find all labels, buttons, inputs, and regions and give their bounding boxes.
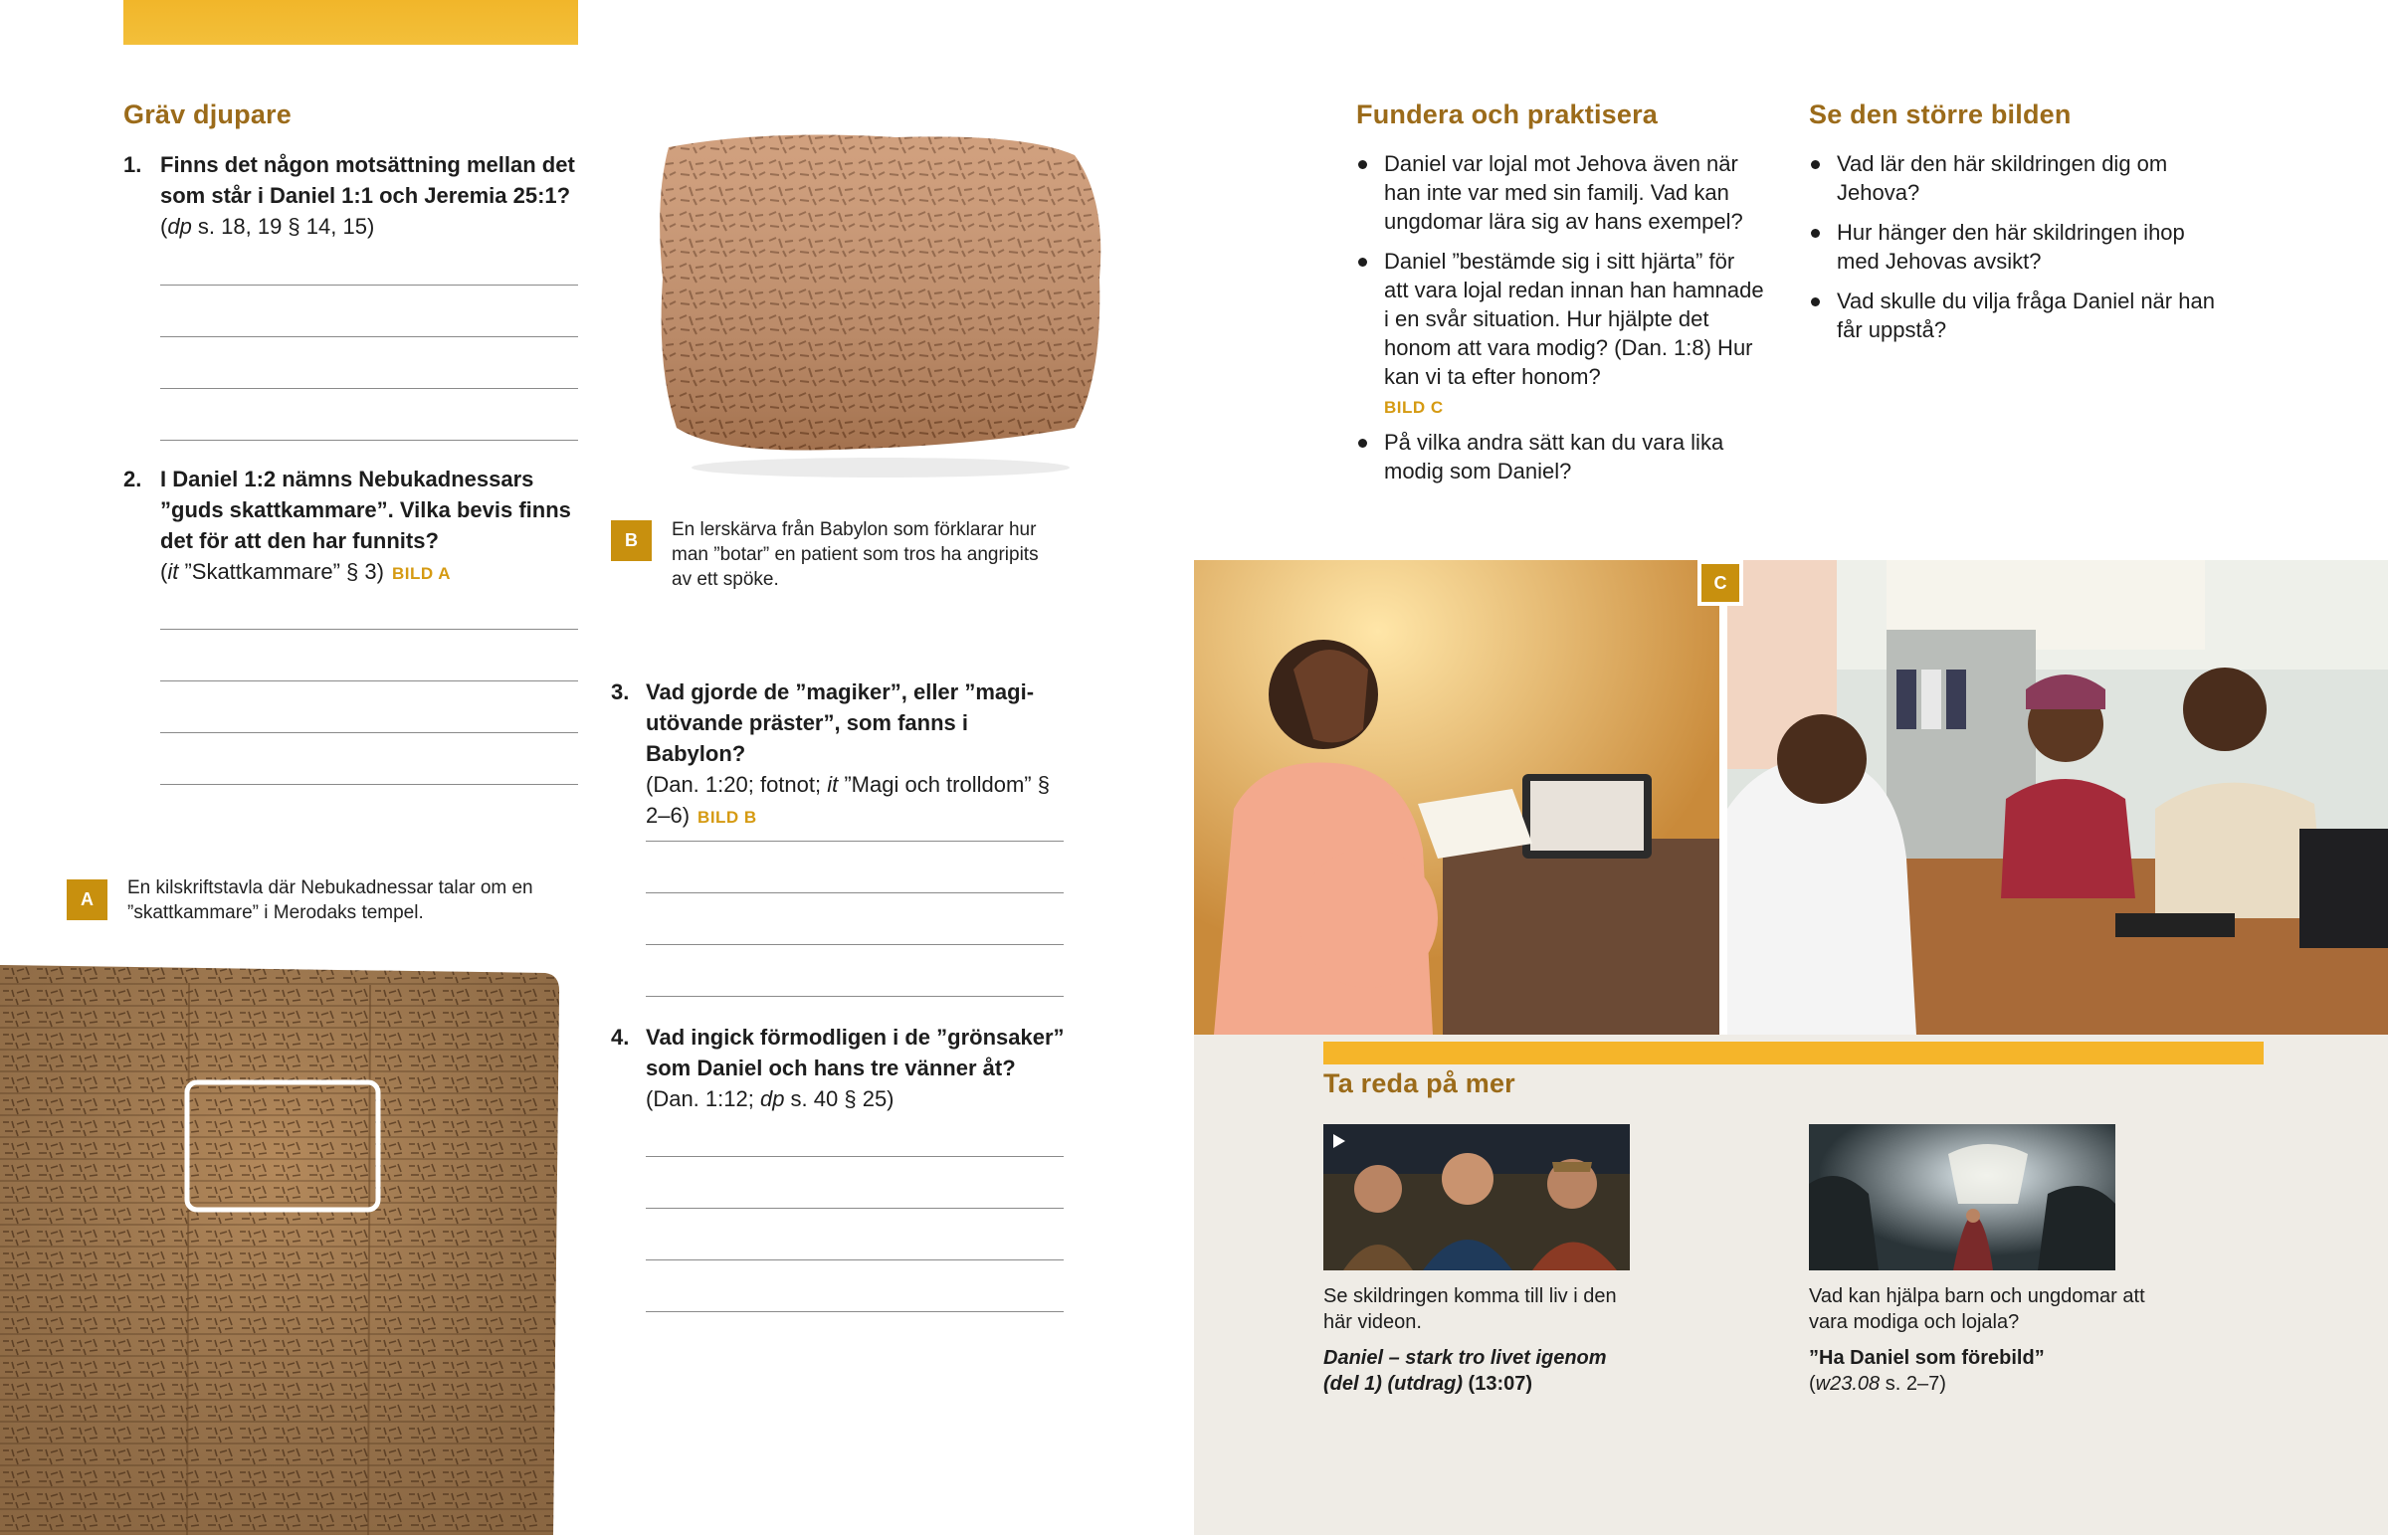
answer-line[interactable] <box>160 732 578 733</box>
video-title-link[interactable]: Daniel – stark tro livet igenom (del 1) (utdrag) (13:07) <box>1323 1347 1607 1395</box>
decorative-header-strip <box>123 0 578 45</box>
question-number: 2. <box>123 467 142 491</box>
section-heading-fundera: Fundera och praktisera <box>1356 99 1658 129</box>
question-text: Vad gjorde de ”magiker”, eller ”magiutövande präster”, som fanns i Babylon? <box>646 679 1035 766</box>
photo-family-at-doctor <box>1727 560 2388 1035</box>
question-1 <box>123 149 581 242</box>
caption-badge-a: A <box>67 879 107 920</box>
video-description: Se skildringen komma till liv i den här videon. <box>1323 1285 1617 1333</box>
answer-line[interactable] <box>646 996 1064 997</box>
fundera-list <box>1356 149 1764 496</box>
question-reference: (Dan. 1:12; dp s. 40 § 25) <box>646 1086 895 1111</box>
question-text: Finns det någon motsättning mellan det som står i Daniel 1:1 och Jeremia 25:1? <box>160 152 575 208</box>
photo-divider <box>1719 560 1727 1035</box>
section-heading-mer: Ta reda på mer <box>1323 1068 1515 1098</box>
question-number: 1. <box>123 152 142 177</box>
answer-line[interactable] <box>160 440 578 441</box>
question-reference: (dp s. 18, 19 § 14, 15) <box>160 214 375 239</box>
image-tag: BILD A <box>391 564 451 583</box>
caption-a-text: En kilskriftstavla där Nebukadnessar talar om en ”skattkammare” i Merodaks tempel. <box>127 877 533 923</box>
image-tag: BILD C <box>1384 398 1444 417</box>
answer-line[interactable] <box>160 388 578 389</box>
list-item: På vilka andra sätt kan du vara lika modig som Daniel? <box>1356 428 1764 485</box>
section-heading-storre: Se den större bilden <box>1809 99 2072 129</box>
answer-line[interactable] <box>160 336 578 337</box>
question-number: 3. <box>611 679 630 704</box>
answer-line[interactable] <box>646 944 1064 945</box>
list-item: Hur hänger den här skildringen ihop med Jehovas avsikt? <box>1809 218 2217 276</box>
answer-line[interactable] <box>160 784 578 785</box>
list-item: Vad skulle du vilja fråga Daniel när han får uppstå? <box>1809 287 2217 344</box>
cuneiform-tablet-image <box>0 963 562 1535</box>
answer-line[interactable] <box>646 892 1064 893</box>
question-text: I Daniel 1:2 nämns Nebukadnessars ”guds skattkammare”. Vilka bevis finns det för att den har funnits? <box>160 467 571 553</box>
article-title-link[interactable]: ”Ha Daniel som förebild” (w23.08 s. 2–7) <box>1809 1347 2045 1395</box>
caption-badge-b: B <box>611 520 652 561</box>
video-thumbnail[interactable] <box>1323 1124 1630 1270</box>
section-accent-bar <box>1323 1042 2264 1064</box>
answer-line[interactable] <box>646 1259 1064 1260</box>
question-4 <box>611 1022 1069 1114</box>
list-item: Vad lär den här skildringen dig om Jehova? <box>1809 149 2217 207</box>
answer-line[interactable] <box>646 1156 1064 1157</box>
storre-list <box>1809 149 2217 355</box>
photo-pregnant-woman-studying <box>1194 560 1719 1035</box>
question-number: 4. <box>611 1025 630 1050</box>
answer-line[interactable] <box>160 680 578 681</box>
answer-line[interactable] <box>160 285 578 286</box>
play-icon[interactable] <box>1333 1134 1345 1148</box>
answer-line[interactable] <box>646 1311 1064 1312</box>
list-item: Daniel var lojal mot Jehova även när han inte var med sin familj. Vad kan ungdomar lära sig av hans exempel? <box>1356 149 1764 236</box>
image-tag: BILD B <box>697 808 757 827</box>
question-text: Vad ingick förmodligen i de ”grönsaker” som Daniel och hans tre vänner åt? <box>646 1025 1065 1080</box>
question-reference: (it ”Skattkammare” § 3) BILD A <box>160 559 451 584</box>
article-reference: (w23.08 s. 2–7) <box>1809 1373 1946 1395</box>
section-heading-grav: Gräv djupare <box>123 99 292 129</box>
question-2 <box>123 464 591 589</box>
answer-line[interactable] <box>646 841 1064 842</box>
article-thumbnail[interactable] <box>1809 1124 2115 1270</box>
question-reference: (Dan. 1:20; fotnot; it ”Magi och trolldom” § 2–6) BILD B <box>646 772 1050 828</box>
answer-line[interactable] <box>160 629 578 630</box>
clay-shard-image <box>647 129 1109 482</box>
answer-line[interactable] <box>646 1208 1064 1209</box>
article-description: Vad kan hjälpa barn och ungdomar att vara modiga och lojala? <box>1809 1285 2145 1333</box>
caption-b-text: En lerskärva från Babylon som förklarar hur man ”botar” en patient som tros ha angripits av ett spöke. <box>672 519 1039 590</box>
question-3 <box>611 676 1069 833</box>
caption-badge-c: C <box>1697 560 1743 606</box>
list-item: Daniel ”bestämde sig i sitt hjärta” för att vara lojal redan innan han hamnade i en svår situation. Hur hjälpte det honom att vara modig? (Dan. 1:8) Hur kan vi ta efter honom? BILD C <box>1356 247 1764 422</box>
